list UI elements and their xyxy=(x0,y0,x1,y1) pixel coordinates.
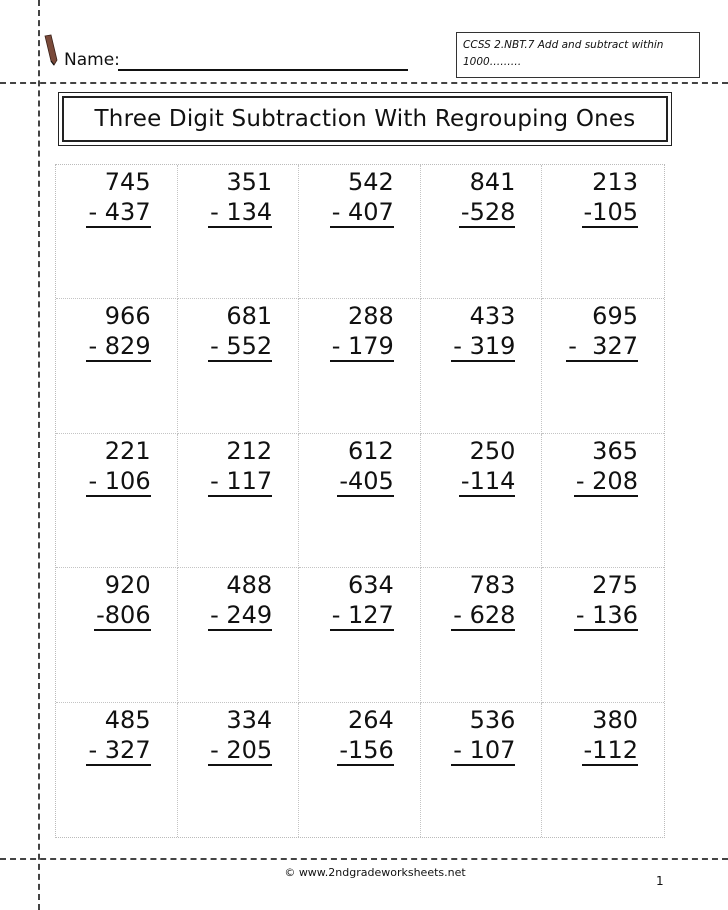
problem-cell xyxy=(178,434,300,568)
minuend: 213 xyxy=(592,168,638,196)
subtrahend: - 437 xyxy=(88,198,151,226)
subtraction-problem xyxy=(208,705,272,766)
subtraction-problem xyxy=(451,570,515,631)
minuend: 365 xyxy=(592,436,638,465)
minuend: 695 xyxy=(592,302,638,331)
problem-cell xyxy=(178,165,300,299)
ccss-standard-box xyxy=(456,32,700,78)
footer-dashed-line xyxy=(0,858,728,860)
subtraction-problem xyxy=(86,167,150,228)
minuend: 745 xyxy=(104,168,151,196)
subtrahend: -405 xyxy=(339,466,394,495)
minuend: 920 xyxy=(104,571,151,600)
subtrahend: - 179 xyxy=(331,332,394,361)
subtrahend: - 628 xyxy=(453,601,516,630)
problem-cell xyxy=(56,299,178,433)
page-title: Three Digit Subtraction With Regrouping Ones xyxy=(62,96,668,142)
subtrahend: - 208 xyxy=(575,466,638,495)
title-box xyxy=(58,92,672,146)
minuend: 783 xyxy=(469,571,516,600)
subtraction-problem xyxy=(86,301,150,362)
subtrahend: -112 xyxy=(583,735,638,764)
minuend: 681 xyxy=(226,302,273,331)
subtraction-problem xyxy=(337,705,393,766)
subtraction-problem xyxy=(86,436,150,497)
minuend: 334 xyxy=(226,705,273,734)
subtraction-problem xyxy=(574,436,638,497)
problem-cell xyxy=(56,434,178,568)
subtraction-problem xyxy=(337,436,393,497)
minuend: 221 xyxy=(104,436,151,465)
subtrahend: - 249 xyxy=(210,601,273,630)
subtrahend: -114 xyxy=(460,466,516,495)
ccss-text-line1: CCSS 2.NBT.7 Add and subtract within xyxy=(463,39,664,51)
minuend: 275 xyxy=(592,571,638,600)
subtraction-problem xyxy=(208,436,272,497)
name-field[interactable] xyxy=(118,69,408,71)
subtrahend: - 136 xyxy=(575,601,638,630)
subtraction-problem xyxy=(94,570,150,631)
page-number: 1 xyxy=(656,874,664,888)
subtraction-problem xyxy=(86,705,150,766)
subtrahend: - 829 xyxy=(88,332,151,361)
problem-cell xyxy=(542,568,664,702)
subtrahend: - 319 xyxy=(453,332,516,361)
subtrahend: - 327 xyxy=(568,332,638,361)
problem-cell xyxy=(542,703,664,837)
subtrahend: -156 xyxy=(339,735,394,764)
minuend: 250 xyxy=(469,436,516,465)
subtrahend: - 106 xyxy=(88,466,151,495)
minuend: 488 xyxy=(226,571,273,600)
subtraction-problem xyxy=(451,301,515,362)
problem-cell xyxy=(542,434,664,568)
minuend: 612 xyxy=(347,436,394,465)
minuend: 966 xyxy=(104,302,151,331)
pencil-icon xyxy=(42,34,60,66)
subtrahend: - 205 xyxy=(210,735,273,764)
subtraction-problem xyxy=(208,301,272,362)
subtraction-problem xyxy=(330,301,394,362)
minuend: 485 xyxy=(104,705,151,734)
problem-cell xyxy=(56,165,178,299)
subtraction-problem xyxy=(451,705,515,766)
minuend: 212 xyxy=(226,436,273,465)
problem-cell xyxy=(421,434,543,568)
subtrahend: -806 xyxy=(96,601,151,630)
subtraction-problem xyxy=(459,436,515,497)
subtrahend: -105 xyxy=(583,198,638,226)
problem-cell xyxy=(421,299,543,433)
margin-dashed-line xyxy=(38,0,40,910)
problem-cell xyxy=(421,703,543,837)
subtraction-problem xyxy=(574,570,638,631)
problem-grid xyxy=(55,164,665,838)
problem-cell xyxy=(299,299,421,433)
problem-cell xyxy=(421,165,543,299)
subtrahend: - 134 xyxy=(210,198,273,226)
subtraction-problem xyxy=(582,705,638,766)
subtraction-problem xyxy=(208,570,272,631)
subtrahend: - 117 xyxy=(210,466,273,495)
name-label: Name: xyxy=(64,50,120,70)
problem-cell xyxy=(56,703,178,837)
problem-cell xyxy=(178,299,300,433)
minuend: 841 xyxy=(469,168,516,196)
minuend: 536 xyxy=(469,705,516,734)
problem-cell xyxy=(542,165,664,299)
problem-cell xyxy=(542,299,664,433)
subtraction-problem xyxy=(582,167,638,228)
minuend: 433 xyxy=(469,302,516,331)
problem-cell xyxy=(178,703,300,837)
subtraction-problem xyxy=(459,167,515,228)
footer-site: www.2ndgradeworksheets.net xyxy=(298,866,466,879)
header-dashed-line xyxy=(0,82,728,84)
problem-cell xyxy=(299,703,421,837)
subtrahend: - 407 xyxy=(331,198,394,226)
minuend: 264 xyxy=(347,705,394,734)
minuend: 351 xyxy=(226,168,273,196)
subtrahend: - 327 xyxy=(88,735,151,764)
subtraction-problem xyxy=(566,301,638,362)
problem-cell xyxy=(299,434,421,568)
subtrahend: - 127 xyxy=(331,601,394,630)
problem-cell xyxy=(178,568,300,702)
problem-cell xyxy=(56,568,178,702)
subtrahend: - 107 xyxy=(453,735,516,764)
minuend: 288 xyxy=(347,302,394,331)
minuend: 542 xyxy=(347,168,394,196)
problem-cell xyxy=(421,568,543,702)
subtrahend: - 552 xyxy=(210,332,273,361)
problem-cell xyxy=(299,568,421,702)
footer-credit xyxy=(0,866,728,879)
minuend: 634 xyxy=(347,571,394,600)
subtraction-problem xyxy=(330,570,394,631)
minuend: 380 xyxy=(592,705,638,734)
problem-cell xyxy=(299,165,421,299)
subtraction-problem xyxy=(330,167,394,228)
subtrahend: -528 xyxy=(460,198,516,226)
ccss-text-line2: 1000……… xyxy=(463,56,522,68)
copyright-symbol: © xyxy=(284,866,296,879)
subtraction-problem xyxy=(208,167,272,228)
